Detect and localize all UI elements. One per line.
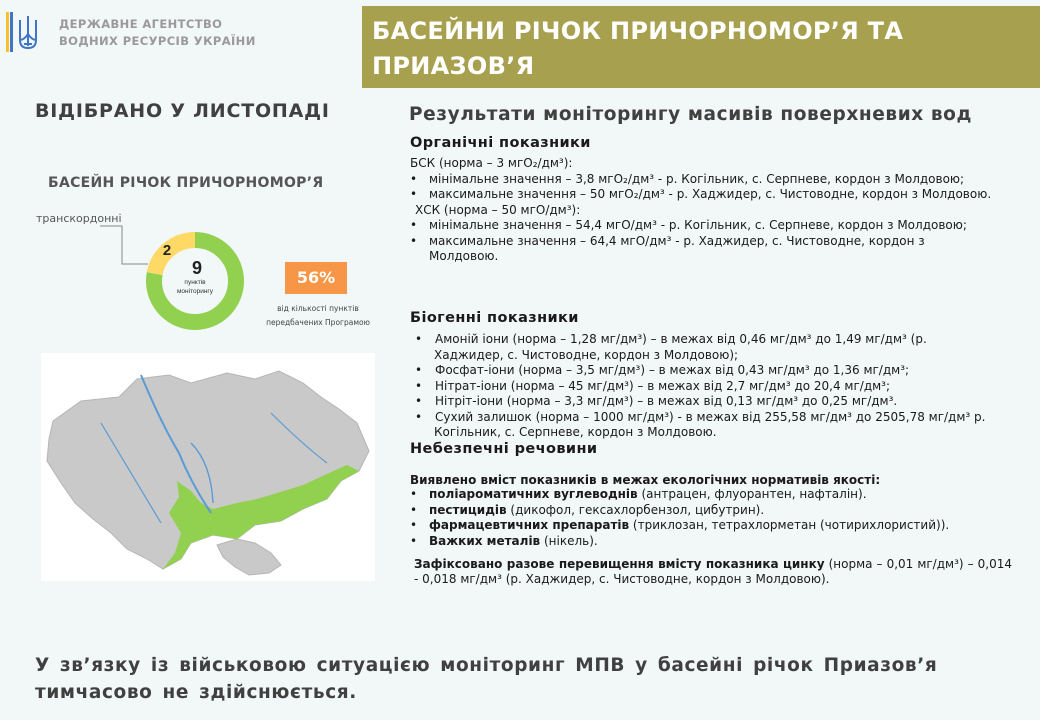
hsk-min: мінімальне значення – 54,4 мгО/дм³ - р. Когільник, с. Серпневе, кордон з Молдовою; (429, 218, 967, 232)
zinc-exceedance-note (414, 557, 1012, 587)
zinc-note-bold: Зафіксовано разове перевищення вмісту показника цинку (414, 557, 825, 571)
list-item: • максимальне значення – 50 мгО₂/дм³ - р. Хаджидер, с. Чистоводне, кордон з Молдовою. (410, 187, 992, 201)
hazard-metals-detail: (нікель). (540, 533, 598, 548)
zinc-note-detail: (норма – 0,01 мг/дм³) – 0,014 - 0,018 мг/дм³ (р. Хаджидер, с. Чистоводне, кордон з Молдовою). (414, 557, 1013, 586)
bsk-min: мінімальне значення – 3,8 мгО₂/дм³ - р. Когільник, с. Серпневе, кордон з Молдовою; (429, 171, 965, 186)
total-count: 9 (191, 258, 203, 278)
nitrite-item: Нітріт-іони (норма – 3,3 мг/дм³) – в межах від 0,13 мг/дм³ до 0,25 мг/дм³. (435, 394, 898, 408)
list-item: • Амоній іони (норма – 1,28 мг/дм³) – в межах від 0,46 мг/дм³ до 1,49 мг/дм³ (р. Хаджидер, с. Чистоводне, кордон з Молдовою); (415, 332, 927, 362)
list-item: • Нітрат-іони (норма – 45 мг/дм³) – в межах від 2,7 мг/дм³ до 20,4 мг/дм³; (415, 378, 891, 393)
hazard-list (410, 487, 1020, 549)
hazard-section-title: Небезпечні речовини (410, 441, 598, 457)
agency-name-line2: ВОДНИХ РЕСУРСІВ УКРАЇНИ (59, 34, 256, 48)
priazovia-notice: У зв’язку із військовою ситуацією моніторинг МПВ у басейні річок Приазов’я тимчасово не здійснюється. (35, 655, 938, 703)
list-item: • мінімальне значення – 54,4 мгО/дм³ - р. Когільник, с. Серпневе, кордон з Молдовою; (410, 218, 967, 232)
ukraine-land (47, 371, 369, 569)
agency-name-line1: ДЕРЖАВНЕ АГЕНТСТВО (59, 17, 223, 31)
nitrate-item: Нітрат-іони (норма – 45 мг/дм³) – в межах від 2,7 мг/дм³ до 20,4 мг/дм³; (435, 378, 891, 393)
transboundary-count: 2 (162, 242, 172, 259)
list-item: • мінімальне значення – 3,8 мгО₂/дм³ - р. Когільник, с. Серпневе, кордон з Молдовою; (410, 171, 965, 186)
list-item: • максимальне значення – 64,4 мгО/дм³ - р. Хаджидер, с. Чистоводне, кордон з Молдовою. (410, 233, 925, 263)
hsk-max: максимальне значення – 64,4 мгО/дм³ - р. Хаджидер, с. Чистоводне, кордон з Молдовою. (429, 233, 925, 263)
hazard-pah: поліароматичних вуглеводнів (429, 487, 638, 501)
list-item: • Важких металів (нікель). (410, 533, 598, 548)
list-item: • Нітріт-іони (норма – 3,3 мг/дм³) – в межах від 0,13 мг/дм³ до 0,25 мг/дм³. (415, 394, 898, 408)
percent-caption-line2: передбачених Програмою (266, 318, 370, 327)
agency-name (59, 16, 256, 50)
crimea-land (217, 539, 281, 575)
map-panel (41, 353, 375, 581)
list-item: • поліароматичних вуглеводнів (антрацен, флуорантен, нафталін). (410, 487, 867, 501)
organic-indicators (410, 156, 995, 265)
ukraine-map (41, 353, 375, 581)
total-caption-2: моніторингу (176, 288, 214, 295)
hazard-pah-detail: (антрацен, флуорантен, нафталін). (637, 487, 867, 501)
trident-logo-icon (6, 10, 46, 56)
sampled-heading: ВІДІБРАНО У ЛИСТОПАДІ (35, 100, 330, 122)
list-item: • фармацевтичних препаратів (триклозан, тетрахлорметан (чотирихлористий)). (410, 518, 950, 532)
hazard-pesticides: пестицидів (429, 502, 507, 517)
percent-caption (262, 302, 374, 330)
results-heading: Результати моніторингу масивів поверхневих вод (409, 104, 973, 125)
hazard-intro: Виявлено вміст показників в межах екологічних нормативів якості: (410, 473, 881, 487)
hazard-metals: Важких металів (429, 533, 541, 548)
biogenic-indicators (414, 332, 999, 441)
biogenic-section-title: Біогенні показники (410, 310, 579, 326)
phosphate-item: Фосфат-іони (норма – 3,5 мг/дм³) – в межах від 0,43 мг/дм³ до 1,36 мг/дм³; (435, 363, 910, 377)
total-caption-1: пунктів (184, 279, 206, 286)
ammonium-item: Амоній іони (норма – 1,28 мг/дм³) – в межах від 0,46 мг/дм³ до 1,49 мг/дм³ (р. Хаджидер, с. Чистоводне, кордон з Молдовою); (434, 332, 927, 362)
organic-section-title: Органічні показники (410, 135, 591, 151)
percent-caption-line1: від кількості пунктів (277, 304, 359, 313)
hsk-norm: ХСК (норма – 50 мгО/дм³): (415, 202, 581, 217)
list-item: • Фосфат-іони (норма – 3,5 мг/дм³) – в межах від 0,43 мг/дм³ до 1,36 мг/дм³; (415, 363, 910, 377)
monitoring-points-donut (135, 225, 255, 345)
page-title: БАСЕЙНИ РІЧОК ПРИЧОРНОМОР’Я ТА ПРИАЗОВ’Я (372, 17, 904, 80)
basin-heading: БАСЕЙН РІЧОК ПРИЧОРНОМОР’Я (48, 175, 324, 191)
transboundary-label: транскордонні (36, 212, 122, 225)
list-item: • Сухий залишок (норма – 1000 мг/дм³) - в межах від 255,58 мг/дм³ до 2505,78 мг/дм³ р. Когільник, с. Серпневе, кордон з Молдовою. (415, 409, 986, 439)
title-banner (362, 6, 1040, 88)
bsk-norm: БСК (норма – 3 мгО₂/дм³): (410, 156, 573, 170)
list-item: • пестицидів (дикофол, гексахлорбензол, цибутрин). (410, 502, 765, 517)
dry-residue-item: Сухий залишок (норма – 1000 мг/дм³) - в межах від 255,58 мг/дм³ до 2505,78 мг/дм³ р. Когільник, с. Серпневе, кордон з Молдовою. (434, 409, 986, 439)
hazard-pesticides-detail: (дикофол, гексахлорбензол, цибутрин). (506, 502, 765, 517)
hazard-pharma-detail: (триклозан, тетрахлорметан (чотирихлористий)). (629, 518, 950, 532)
hazard-pharma: фармацевтичних препаратів (429, 518, 630, 532)
bsk-max: максимальне значення – 50 мгО₂/дм³ - р. Хаджидер, с. Чистоводне, кордон з Молдовою. (429, 187, 992, 201)
percent-badge: 56% (285, 262, 347, 294)
